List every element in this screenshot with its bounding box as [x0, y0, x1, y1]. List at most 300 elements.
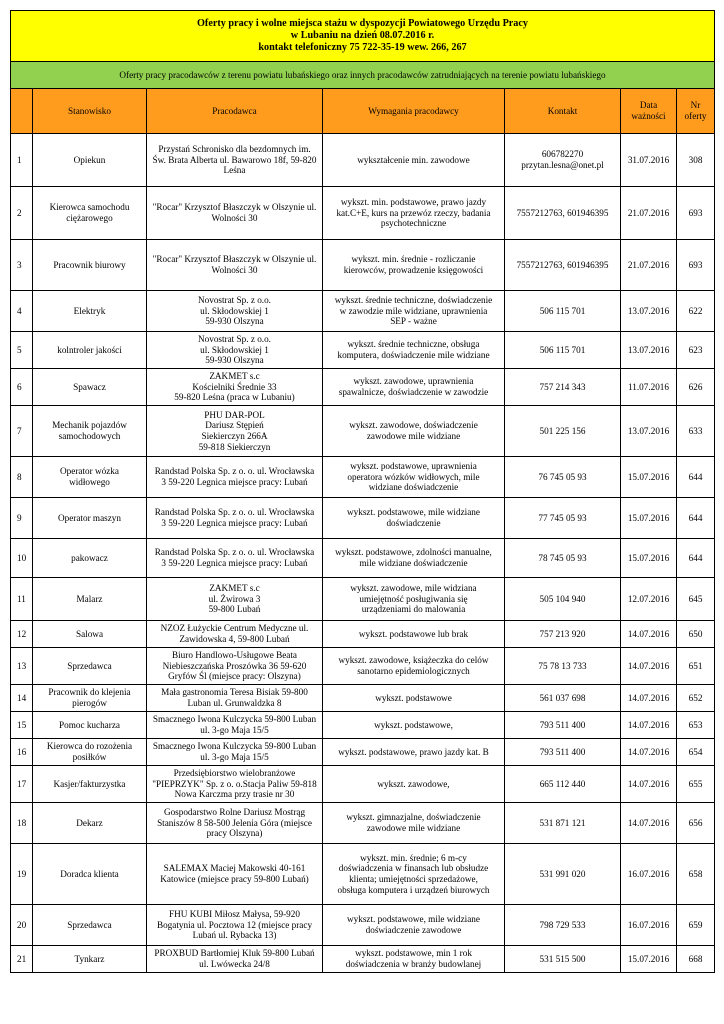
cell-contact-line: 77 745 05 93 — [538, 512, 587, 523]
cell-validity-date: 12.07.2016 — [621, 578, 677, 621]
cell-employer-line: ul. 3-go Maja 15/5 — [200, 725, 269, 735]
cell-requirements-line: spawalnicze, doświadczenie w zawodzie — [338, 387, 489, 397]
cell-validity-date: 14.07.2016 — [621, 803, 677, 844]
cell-contact-line: 501 225 156 — [539, 425, 586, 436]
cell-position-line: pakowacz — [71, 552, 108, 563]
column-header-employer: Pracodawca — [147, 89, 323, 134]
cell-lp: 13 — [11, 648, 33, 685]
cell-lp: 11 — [11, 578, 33, 621]
cell-position-line: Salowa — [75, 628, 104, 639]
title-line-3: kontakt telefoniczny 75 722-35-19 wew. 266, 267 — [258, 41, 467, 53]
cell-position — [33, 844, 147, 905]
cell-employer-line: 59-800 Lubań — [208, 604, 261, 615]
cell-contact — [505, 685, 621, 712]
cell-contact-line: 531 991 020 — [539, 868, 586, 879]
cell-contact — [505, 406, 621, 457]
cell-position-line: Spawacz — [73, 381, 106, 392]
cell-position-line: Tynkarz — [74, 953, 105, 964]
cell-requirements-line: wykszt. zawodowe, książeczka do celów — [338, 655, 489, 666]
cell-validity-date: 14.07.2016 — [621, 621, 677, 648]
cell-employer-line: Biuro Handlowo-Usługowe Beata — [171, 650, 298, 661]
cell-requirements-line: sanotarno epidemiologicznych — [357, 666, 470, 676]
cell-contact — [505, 648, 621, 685]
cell-requirements-line: wykszt. średnie techniczne, doświadczenie — [334, 295, 493, 306]
cell-contact — [505, 946, 621, 973]
cell-offer-number: 656 — [677, 803, 715, 844]
cell-contact-line: 793 511 400 — [539, 746, 586, 757]
cell-position-line: Pomoc kucharza — [59, 719, 120, 730]
cell-employer-line: 59-930 Olszyna — [205, 316, 264, 327]
cell-requirements-line: doświadczenie zawodowe — [365, 925, 462, 935]
cell-employer-line: Mała gastronomia Teresa Bisiak 59-800 — [161, 687, 308, 698]
cell-employer — [147, 134, 323, 187]
cell-contact-line: 506 115 701 — [539, 305, 586, 316]
cell-employer-line: FHU KUBI Miłosz Małysa, 59-920 — [169, 909, 300, 920]
cell-lp: 3 — [11, 240, 33, 291]
cell-requirements-line: wykształcenie min. zawodowe — [357, 154, 470, 165]
cell-employer — [147, 946, 323, 973]
cell-requirements — [323, 712, 505, 739]
column-header-validity — [621, 89, 677, 134]
cell-contact-line: przytan.lesna@onet.pl — [521, 160, 604, 170]
cell-offer-number: 668 — [677, 946, 715, 973]
cell-offer-number: 644 — [677, 539, 715, 578]
cell-employer-line: Bogatynia ul. Pocztowa 12 (miejsce pracy — [156, 919, 313, 930]
cell-validity-date: 15.07.2016 — [621, 457, 677, 498]
cell-requirements-line: wykszt. podstawowe, mile widziane — [347, 507, 480, 518]
cell-offer-number: 654 — [677, 739, 715, 766]
cell-lp: 12 — [11, 621, 33, 648]
cell-contact-line: 75 78 13 733 — [538, 660, 587, 671]
cell-requirements — [323, 457, 505, 498]
cell-lp: 1 — [11, 134, 33, 187]
cell-requirements — [323, 240, 505, 291]
cell-contact-line: 793 511 400 — [539, 719, 586, 730]
cell-employer-line: "Rocar" Krzysztof Błaszczyk w Olszynie ul. — [152, 254, 317, 265]
cell-contact — [505, 621, 621, 648]
cell-position — [33, 739, 147, 766]
cell-requirements — [323, 946, 505, 973]
cell-requirements-line: doświadczenie — [386, 518, 441, 528]
cell-contact-line: 78 745 05 93 — [538, 552, 587, 563]
cell-position-line: Elektryk — [73, 305, 106, 316]
cell-employer-line: Nowa Karczma przy trasie nr 30 — [174, 789, 295, 800]
cell-position-line: kolntroler jakości — [57, 344, 122, 355]
cell-requirements-line: wykszt. podstawowe, zdolności manualne, — [335, 547, 492, 558]
document-title — [11, 11, 715, 62]
cell-employer-line: "PIEPRZYK" Sp. z o. o.Stacja Paliw 59-818 — [152, 778, 317, 789]
cell-lp: 21 — [11, 946, 33, 973]
cell-contact-line: 665 112 440 — [539, 778, 586, 789]
cell-employer — [147, 539, 323, 578]
table-row — [11, 498, 715, 539]
cell-requirements-line: wykszt. podstawowe, min 1 rok — [355, 948, 472, 959]
cell-validity-date: 15.07.2016 — [621, 946, 677, 973]
cell-requirements — [323, 187, 505, 240]
cell-validity-date: 13.07.2016 — [621, 291, 677, 332]
cell-contact — [505, 844, 621, 905]
cell-requirements-line: kierowców, prowadzenie księgowości — [343, 265, 484, 275]
cell-position-line: Operator maszyn — [57, 512, 121, 523]
table-row — [11, 739, 715, 766]
cell-requirements — [323, 844, 505, 905]
cell-requirements-line: SEP - ważne — [390, 316, 437, 327]
cell-requirements — [323, 621, 505, 648]
cell-contact-line: 506 115 701 — [539, 344, 586, 355]
cell-employer-line: 59-930 Olszyna — [205, 355, 264, 366]
cell-requirements-line: zawodowe mile widziane — [366, 431, 461, 441]
cell-requirements — [323, 498, 505, 539]
cell-position-line: Operator wózka — [60, 466, 119, 477]
cell-requirements — [323, 369, 505, 406]
cell-position — [33, 621, 147, 648]
cell-position — [33, 498, 147, 539]
cell-employer-line: Novostrat Sp. z o.o. — [198, 295, 271, 306]
cell-employer-line: ul. Lwówecka 24/8 — [199, 959, 270, 969]
cell-position-line: Malarz — [76, 593, 103, 604]
cell-offer-number: 650 — [677, 621, 715, 648]
cell-contact — [505, 240, 621, 291]
cell-requirements-line: wykszt. zawodowe, uprawnienia — [353, 376, 474, 387]
column-header-validity-line-1: Data — [639, 100, 658, 111]
cell-contact — [505, 712, 621, 739]
cell-employer — [147, 578, 323, 621]
cell-lp: 7 — [11, 406, 33, 457]
cell-requirements-line: wykszt. zawodowe, — [377, 778, 450, 789]
cell-validity-date: 14.07.2016 — [621, 648, 677, 685]
cell-employer-line: 3 59-220 Legnica miejsce pracy: Lubań — [161, 518, 308, 528]
cell-contact-line: 76 745 05 93 — [538, 471, 587, 482]
column-header-requirements: Wymagania pracodawcy — [323, 89, 505, 134]
cell-requirements-line: wykszt. zawodowe, doświadczenie — [349, 420, 478, 431]
cell-validity-date: 16.07.2016 — [621, 844, 677, 905]
cell-position — [33, 457, 147, 498]
cell-requirements-line: wykszt. min. podstawowe, prawo jazdy — [340, 197, 487, 208]
table-row — [11, 648, 715, 685]
cell-requirements-line: kat.C+E, kurs na przewóz rzeczy, badania — [336, 207, 491, 218]
cell-contact — [505, 578, 621, 621]
cell-employer-line: Katowice (miejsce pracy 59-800 Lubań) — [160, 874, 309, 884]
table-row — [11, 685, 715, 712]
cell-employer — [147, 844, 323, 905]
cell-position-line: Kierowca samochodu — [49, 202, 130, 213]
cell-employer — [147, 712, 323, 739]
table-row — [11, 291, 715, 332]
cell-employer — [147, 685, 323, 712]
cell-requirements — [323, 134, 505, 187]
cell-offer-number: 633 — [677, 406, 715, 457]
cell-contact — [505, 498, 621, 539]
cell-offer-number: 653 — [677, 712, 715, 739]
cell-contact-line: 757 214 343 — [539, 381, 586, 392]
cell-offer-number: 644 — [677, 498, 715, 539]
table-row — [11, 946, 715, 973]
cell-employer-line: Wolności 30 — [211, 265, 258, 275]
cell-validity-date: 11.07.2016 — [621, 369, 677, 406]
cell-employer — [147, 498, 323, 539]
table-row — [11, 332, 715, 369]
table-row — [11, 844, 715, 905]
cell-validity-date: 21.07.2016 — [621, 240, 677, 291]
cell-lp: 14 — [11, 685, 33, 712]
cell-position-line: pierogów — [72, 698, 107, 708]
cell-requirements-line: wykszt. średnie techniczne, obsługa — [347, 339, 480, 350]
cell-lp: 6 — [11, 369, 33, 406]
cell-contact-line: 531 871 121 — [539, 817, 586, 828]
cell-requirements-line: wykszt. podstawowe, prawo jazdy kat. B — [338, 746, 489, 757]
cell-lp: 8 — [11, 457, 33, 498]
cell-employer — [147, 803, 323, 844]
cell-position-line: samochodowych — [58, 431, 121, 441]
cell-employer-line: Przedsiębiorstwo wielobranżowe — [173, 768, 296, 779]
cell-employer — [147, 187, 323, 240]
job-offers-sheet — [10, 10, 714, 973]
cell-lp: 9 — [11, 498, 33, 539]
cell-employer-line: 59-818 Siekierczyn — [198, 441, 271, 452]
cell-lp: 15 — [11, 712, 33, 739]
cell-requirements — [323, 406, 505, 457]
cell-position-line: widłowego — [69, 477, 110, 487]
cell-requirements-line: wykszt. gimnazjalne, doświadczenie — [346, 812, 481, 823]
cell-lp: 10 — [11, 539, 33, 578]
cell-offer-number: 626 — [677, 369, 715, 406]
cell-employer-line: Randstad Polska Sp. z o. o. ul. Wrocławska — [154, 507, 315, 518]
cell-employer-line: Siekierczyn 266A — [201, 431, 268, 441]
cell-requirements — [323, 685, 505, 712]
cell-employer — [147, 332, 323, 369]
cell-requirements-line: widziane doświadczenie — [368, 482, 459, 493]
cell-requirements — [323, 905, 505, 946]
cell-requirements — [323, 766, 505, 803]
cell-employer-line: ul. Skłodowskiej 1 — [200, 344, 269, 355]
cell-position — [33, 134, 147, 187]
cell-position — [33, 946, 147, 973]
cell-lp: 17 — [11, 766, 33, 803]
cell-position — [33, 685, 147, 712]
cell-validity-date: 14.07.2016 — [621, 739, 677, 766]
cell-position-line: posiłków — [72, 752, 107, 762]
cell-offer-number: 655 — [677, 766, 715, 803]
cell-position — [33, 712, 147, 739]
cell-requirements-line: wykszt. min. średnie - rozliczanie — [351, 254, 476, 265]
cell-requirements-line: wykszt. zawodowe, mile widziana — [350, 583, 477, 594]
cell-contact-line: 561 037 698 — [539, 692, 586, 703]
cell-requirements-line: wykszt. min. średnie; 6 m-cy — [360, 852, 467, 863]
cell-position — [33, 240, 147, 291]
title-line-1: Oferty pracy i wolne miejsca stażu w dyspozycji Powiatowego Urzędu Pracy — [197, 18, 529, 30]
cell-requirements — [323, 578, 505, 621]
cell-requirements-line: obsługa komputera i urządzeń biurowych — [337, 884, 490, 895]
cell-validity-date: 14.07.2016 — [621, 712, 677, 739]
cell-employer — [147, 766, 323, 803]
cell-requirements-line: doświadczenia w finansach lub obsłudze — [338, 863, 489, 874]
cell-requirements-line: wykszt. podstawowe, mile widziane — [347, 914, 480, 925]
cell-contact-line: 531 515 500 — [539, 953, 586, 964]
cell-offer-number: 622 — [677, 291, 715, 332]
cell-contact — [505, 739, 621, 766]
subtitle-row — [11, 62, 715, 89]
column-header-validity-line-2: ważności — [631, 111, 666, 121]
cell-requirements-line: klienta; umiejętności sprzedażowe, — [349, 874, 478, 884]
cell-contact-line: 757 213 920 — [539, 628, 586, 639]
cell-employer-line: ul. Żwirowa 3 — [208, 593, 261, 604]
cell-requirements-line: urządzeniami do malowania — [361, 604, 466, 615]
table-row — [11, 766, 715, 803]
cell-offer-number: 645 — [677, 578, 715, 621]
cell-employer-line: Zawidowska 4, 59-800 Lubań — [179, 634, 290, 644]
cell-offer-number: 623 — [677, 332, 715, 369]
cell-employer-line: "Rocar" Krzysztof Błaszczyk w Olszynie ul. — [152, 202, 317, 213]
column-header-position: Stanowisko — [33, 89, 147, 134]
document-subtitle: Oferty pracy pracodawców z terenu powiatu lubańskiego oraz innych pracodawców zatrudniających na terenie powiatu lubańskiego — [11, 62, 715, 89]
cell-position-line: Sprzedawca — [67, 660, 112, 671]
cell-position — [33, 332, 147, 369]
cell-offer-number: 308 — [677, 134, 715, 187]
cell-employer — [147, 240, 323, 291]
cell-requirements-line: zawodowe mile widziane — [366, 823, 461, 833]
cell-employer-line: Smacznego Iwona Kulczycka 59-800 Luban — [152, 741, 317, 752]
column-header-offer-no — [677, 89, 715, 134]
cell-employer — [147, 369, 323, 406]
cell-employer — [147, 621, 323, 648]
column-header-contact: Kontakt — [505, 89, 621, 134]
column-header-offer-no-line-1: Nr — [690, 100, 701, 111]
title-line-2: w Lubaniu na dzień 08.07.2016 r. — [290, 30, 435, 42]
cell-employer-line: NZOZ Łużyckie Centrum Medyczne ul. — [160, 623, 309, 634]
cell-validity-date: 15.07.2016 — [621, 539, 677, 578]
cell-contact-line: 7557212763, 601946395 — [516, 207, 609, 218]
cell-contact — [505, 803, 621, 844]
cell-lp: 2 — [11, 187, 33, 240]
cell-position-line: Opiekun — [73, 154, 106, 165]
table-row — [11, 578, 715, 621]
cell-offer-number: 659 — [677, 905, 715, 946]
cell-lp: 4 — [11, 291, 33, 332]
cell-contact — [505, 539, 621, 578]
table-row — [11, 187, 715, 240]
cell-position — [33, 187, 147, 240]
cell-contact — [505, 291, 621, 332]
cell-contact — [505, 457, 621, 498]
cell-contact-line: 505 104 940 — [539, 593, 586, 604]
cell-employer-line: Smacznego Iwona Kulczycka 59-800 Luban — [152, 714, 317, 725]
cell-position-line: Mechanik pojazdów — [52, 420, 127, 431]
cell-lp: 20 — [11, 905, 33, 946]
cell-lp: 19 — [11, 844, 33, 905]
cell-validity-date: 14.07.2016 — [621, 766, 677, 803]
cell-validity-date: 13.07.2016 — [621, 332, 677, 369]
cell-employer-line: Randstad Polska Sp. z o. o. ul. Wrocławska — [154, 547, 315, 558]
cell-position-line: Doradca klienta — [60, 868, 119, 879]
cell-lp: 16 — [11, 739, 33, 766]
cell-employer-line: Św. Brata Alberta ul. Bawarowo 18f, 59-820 — [152, 154, 317, 165]
cell-employer — [147, 648, 323, 685]
cell-requirements — [323, 291, 505, 332]
cell-employer-line: Gospodarstwo Rolne Dariusz Mostrąg — [163, 807, 306, 818]
cell-requirements-line: wykszt. podstawowe lub brak — [358, 628, 469, 639]
cell-requirements-line: operatora wózków widłowych, mile — [347, 471, 480, 482]
column-header-lp — [11, 89, 33, 134]
cell-employer-line: Lubań ul. Rybacka 13) — [192, 930, 277, 941]
cell-employer-line: PHU DAR-POL — [204, 409, 265, 420]
cell-position-line: Pracownik biurowy — [53, 259, 126, 270]
cell-lp: 18 — [11, 803, 33, 844]
cell-contact — [505, 905, 621, 946]
cell-position — [33, 578, 147, 621]
cell-employer — [147, 291, 323, 332]
cell-employer-line: Niebieszczańska Proszówka 36 59-620 — [162, 660, 307, 671]
cell-contact — [505, 187, 621, 240]
cell-employer — [147, 457, 323, 498]
cell-employer-line: Novostrat Sp. z o.o. — [198, 334, 271, 345]
cell-employer — [147, 905, 323, 946]
cell-employer-line: SALEMAX Maciej Makowski 40-161 — [163, 863, 306, 874]
cell-position — [33, 539, 147, 578]
cell-contact-line: 606782270 — [541, 149, 584, 160]
cell-validity-date: 16.07.2016 — [621, 905, 677, 946]
cell-position — [33, 291, 147, 332]
cell-requirements-line: wykszt. podstawowe, uprawnienia — [350, 461, 477, 472]
cell-validity-date: 14.07.2016 — [621, 685, 677, 712]
cell-requirements-line: wykszt. podstawowe, — [374, 719, 453, 730]
cell-employer-line: Wolności 30 — [211, 213, 258, 223]
cell-offer-number: 652 — [677, 685, 715, 712]
cell-contact — [505, 332, 621, 369]
cell-offer-number: 693 — [677, 187, 715, 240]
job-offers-table — [10, 10, 715, 973]
cell-employer-line: Leśna — [223, 165, 246, 176]
cell-employer-line: Luban ul. Grunwaldzka 8 — [187, 698, 282, 708]
cell-employer-line: ZAKMET s.c — [209, 583, 260, 594]
cell-employer — [147, 739, 323, 766]
cell-position-line: Kasjer/fakturzystka — [53, 778, 126, 789]
cell-employer-line: PROXBUD Bartłomiej Kluk 59-800 Lubań — [154, 948, 315, 959]
table-row — [11, 406, 715, 457]
cell-employer-line: pracy Olszyna) — [206, 828, 263, 839]
table-row — [11, 539, 715, 578]
cell-offer-number: 693 — [677, 240, 715, 291]
cell-validity-date: 21.07.2016 — [621, 187, 677, 240]
cell-employer-line: ul. Skłodowskiej 1 — [200, 305, 269, 316]
table-row — [11, 369, 715, 406]
cell-validity-date: 13.07.2016 — [621, 406, 677, 457]
cell-requirements-line: mile widziane doświadczenie — [359, 558, 468, 568]
table-row — [11, 803, 715, 844]
cell-requirements-line: psychotechniczne — [380, 218, 447, 229]
cell-requirements — [323, 332, 505, 369]
cell-position — [33, 648, 147, 685]
cell-employer — [147, 406, 323, 457]
cell-employer-line: 3 59-220 Legnica miejsce pracy: Lubań — [161, 558, 308, 568]
cell-requirements — [323, 539, 505, 578]
cell-offer-number: 651 — [677, 648, 715, 685]
cell-contact — [505, 766, 621, 803]
cell-employer-line: Gryfów Śl (miejsce pracy: Olszyna) — [168, 671, 301, 682]
cell-requirements — [323, 803, 505, 844]
cell-employer-line: Kościelniki Średnie 33 — [192, 381, 277, 392]
table-row — [11, 134, 715, 187]
cell-position — [33, 905, 147, 946]
cell-validity-date: 15.07.2016 — [621, 498, 677, 539]
cell-offer-number: 644 — [677, 457, 715, 498]
table-row — [11, 240, 715, 291]
cell-requirements-line: umiejętność posługiwania się — [359, 593, 468, 604]
column-header-offer-no-line-2: oferty — [684, 111, 707, 121]
cell-employer-line: Przystań Schronisko dla bezdomnych im. — [158, 144, 311, 155]
cell-employer-line: Dariusz Stępień — [205, 420, 264, 431]
cell-position-line: Dekarz — [76, 817, 103, 828]
cell-employer-line: 3 59-220 Legnica miejsce pracy: Lubań — [161, 477, 308, 487]
